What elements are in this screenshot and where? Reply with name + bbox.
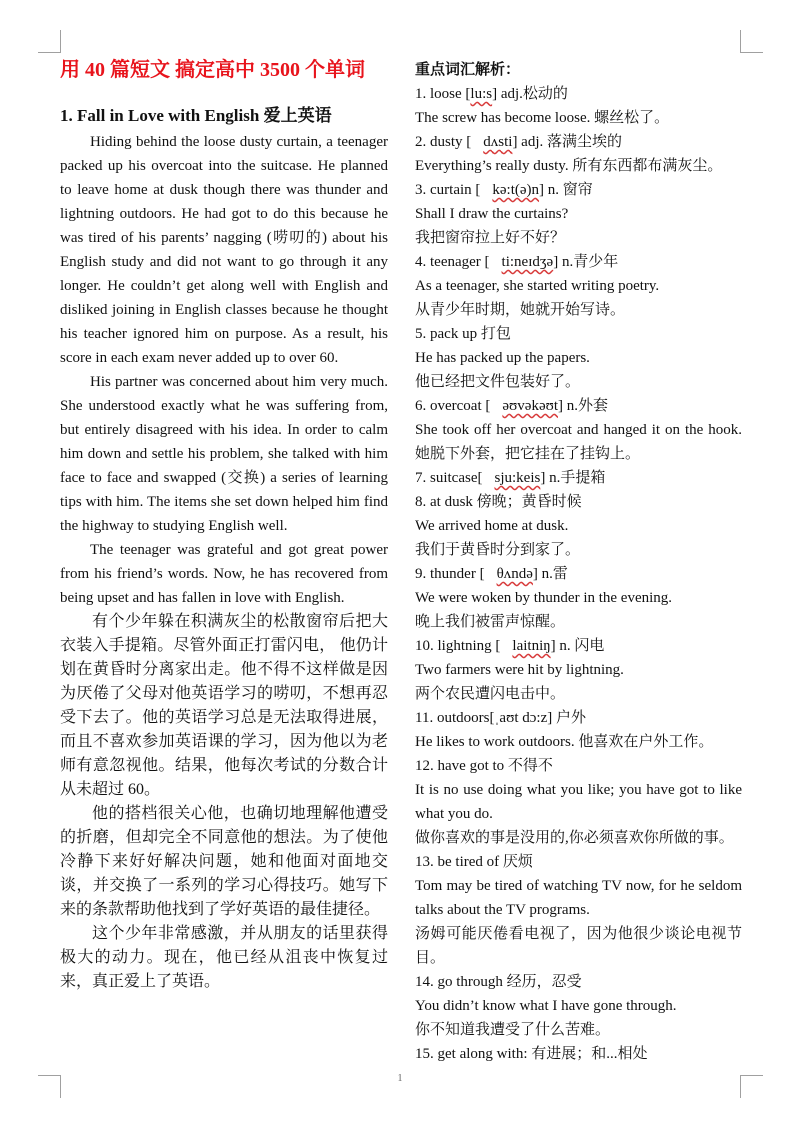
- entry-term: 4. teenager [: [415, 254, 490, 270]
- entry-phonetic: lu:s: [470, 86, 493, 102]
- entry-phonetic: θʌndə: [496, 566, 533, 582]
- entry-headword-line: [415, 466, 742, 490]
- story-paragraph-zh: 他的搭档很关心他，也确切地理解他遭受的折磨，但却完全不同意他的想法。为了使他冷静下来好好解决问题，她和他面对面地交谈，并交换了一系列的学习心得技巧。她写下来的条款帮助他找到了学好英语的最佳捷径。: [60, 805, 388, 918]
- document-title: 用 40 篇短文 搞定高中 3500 个单词: [60, 59, 365, 81]
- vocabulary-entry: [415, 466, 742, 490]
- crop-mark-top-left: [38, 30, 61, 53]
- entry-example: As a teenager, she started writing poetry.: [415, 278, 660, 294]
- entry-example: He likes to work outdoors. 他喜欢在户外工作。: [415, 734, 714, 750]
- story-paragraph-en: Hiding behind the loose dusty curtain, a teenager packed up his overcoat into the suitcase. He planned to leave home at dusk though there was thunder and lightning outdoors. He had got to do this because he was tired of his parents’ nagging (唠叨的) about his English study and did not want to go through it any longer. He couldn’t get along well with English and disliked joining in English classes because he thought his teacher ignored him on purpose. As a result, his score in each exam never added up to over 60.: [60, 134, 388, 366]
- story-paragraph-en: The teenager was grateful and got great power from his friend’s words. Now, he has recovered from being upset and has fallen in love with English.: [60, 542, 388, 606]
- entry-phonetic: laitniŋ: [512, 638, 551, 654]
- entry-term: 2. dusty [: [415, 134, 472, 150]
- entry-term: 5. pack up 打包: [415, 326, 511, 342]
- vocabulary-entry: [415, 250, 742, 322]
- entry-term: 12. have got to 不得不: [415, 758, 553, 774]
- crop-mark-top-right: [740, 30, 763, 53]
- entry-headword-line: [415, 394, 742, 418]
- entry-example-translation: 他已经把文件包装好了。: [415, 374, 581, 390]
- entry-phonetic: kə:t(ə)n: [492, 182, 540, 198]
- entry-term: 14. go through 经历，忍受: [415, 974, 582, 990]
- entry-phonetic: ti:neɪdʒə: [501, 254, 554, 270]
- entry-example: We were woken by thunder in the evening.: [415, 590, 673, 606]
- vocabulary-heading: 重点词汇解析：: [415, 62, 521, 78]
- vocabulary-entry: [415, 394, 742, 466]
- entry-definition: ] adj. 落满尘埃的: [512, 134, 623, 150]
- entry-phonetic: dʌsti: [483, 134, 513, 150]
- vocabulary-entry: [415, 178, 742, 250]
- entry-example: It is no use doing what you like; you have got to like what you do.: [415, 782, 742, 822]
- vocabulary-entry: [415, 130, 742, 178]
- vocabulary-entry: [415, 322, 742, 394]
- entry-example-translation: 做你喜欢的事是没用的,你必须喜欢你所做的事。: [415, 830, 734, 846]
- entry-example: Shall I draw the curtains?: [415, 206, 569, 222]
- vocabulary-entry: [415, 634, 742, 706]
- entry-definition: ] n.雷: [532, 566, 568, 582]
- vocabulary-column: [415, 58, 742, 1066]
- entry-term: 15. get along with: 有进展；和...相处: [415, 1046, 648, 1062]
- entry-definition: ] adj.松动的: [492, 86, 568, 102]
- lesson-heading: 1. Fall in Love with English 爱上英语: [60, 106, 332, 125]
- entry-example: You didn’t know what I have gone through.: [415, 998, 677, 1014]
- vocabulary-entry: [415, 850, 742, 970]
- entry-example: Tom may be tired of watching TV now, for he seldom talks about the TV programs.: [415, 878, 742, 918]
- entry-example: Two farmers were hit by lightning.: [415, 662, 624, 678]
- entry-headword-line: [415, 754, 742, 778]
- entry-headword-line: [415, 562, 742, 586]
- entry-term: 10. lightning [: [415, 638, 501, 654]
- entry-definition: ] n.青少年: [553, 254, 619, 270]
- story-paragraph-en: His partner was concerned about him very much. She understood exactly what he was suffering from, but entirely disagreed with his idea. In order to calm him down and settle his problem, she talked with him face to face and swapped (交换) a series of learning tips with him. The items she set down helped him find the highway to studying English well.: [60, 374, 388, 534]
- entry-example-translation: 你不知道我遭受了什么苦难。: [415, 1022, 611, 1038]
- entry-example: She took off her overcoat and hanged it on the hook. 她脱下外套，把它挂在了挂钩上。: [415, 422, 742, 462]
- vocabulary-entry: [415, 1042, 742, 1066]
- entry-term: 13. be tired of 厌烦: [415, 854, 533, 870]
- entry-example: We arrived home at dusk.: [415, 518, 569, 534]
- entry-headword-line: [415, 130, 742, 154]
- entry-example-translation: 汤姆可能厌倦看电视了，因为他很少谈论电视节目。: [415, 926, 742, 966]
- story-column: [60, 56, 388, 994]
- vocabulary-entry: [415, 754, 742, 850]
- vocabulary-entry: [415, 970, 742, 1042]
- entry-headword-line: [415, 1042, 742, 1066]
- entry-headword-line: [415, 490, 742, 514]
- page-number: 1: [397, 1073, 403, 1084]
- entry-phonetic: sju:keis: [494, 470, 541, 486]
- entry-headword-line: [415, 706, 742, 730]
- entry-headword-line: [415, 178, 742, 202]
- entry-phonetic: əʊvəkəʊt: [502, 398, 558, 414]
- entry-definition: ] n.手提箱: [540, 470, 606, 486]
- entry-term: 7. suitcase[: [415, 470, 483, 486]
- entry-example-translation: 两个农民遭闪电击中。: [415, 686, 566, 702]
- entry-example-translation: 我把窗帘拉上好不好？: [415, 230, 566, 246]
- entry-term: 1. loose [: [415, 86, 471, 102]
- entry-term: 6. overcoat [: [415, 398, 491, 414]
- entry-headword-line: [415, 250, 742, 274]
- entry-example-translation: 晚上我们被雷声惊醒。: [415, 614, 566, 630]
- entry-example: He has packed up the papers.: [415, 350, 590, 366]
- entry-definition: ] n. 闪电: [550, 638, 605, 654]
- vocabulary-entry: [415, 562, 742, 634]
- entry-term: 3. curtain [: [415, 182, 481, 198]
- entry-example-translation: 我们于黄昏时分到家了。: [415, 542, 581, 558]
- entry-term: 11. outdoors[ˌaʊt dɔ:z] 户外: [415, 710, 586, 726]
- entry-headword-line: [415, 634, 742, 658]
- vocabulary-entry: [415, 706, 742, 754]
- entry-headword-line: [415, 82, 742, 106]
- story-paragraph-zh: 有个少年躲在积满灰尘的松散窗帘后把大衣装入手提箱。尽管外面正打雷闪电， 他仍计划在黄昏时分离家出走。他不得不这样做是因为厌倦了父母对他英语学习的唠叨，不想再忍受下去了。他的英语学习总是无法取得进展，而且不喜欢参加英语课的学习，因为他以为老师有意忽视他。结果，他每次考试的分数合计从未超过 60。: [60, 613, 388, 798]
- story-paragraph-zh: 这个少年非常感激，并从朋友的话里获得极大的动力。现在，他已经从沮丧中恢复过来，真正爱上了英语。: [60, 925, 388, 990]
- vocabulary-entry: [415, 490, 742, 562]
- vocabulary-entry: [415, 82, 742, 130]
- entry-definition: ] n. 窗帘: [539, 182, 593, 198]
- entry-example: The screw has become loose. 螺丝松了。: [415, 110, 670, 126]
- entry-headword-line: [415, 850, 742, 874]
- entry-term: 8. at dusk 傍晚；黄昏时候: [415, 494, 582, 510]
- entry-headword-line: [415, 970, 742, 994]
- entry-example: Everything’s really dusty. 所有东西都布满灰尘。: [415, 158, 723, 174]
- entry-term: 9. thunder [: [415, 566, 485, 582]
- entry-definition: ] n.外套: [558, 398, 608, 414]
- entry-example-translation: 从青少年时期，她就开始写诗。: [415, 302, 626, 318]
- entry-headword-line: [415, 322, 742, 346]
